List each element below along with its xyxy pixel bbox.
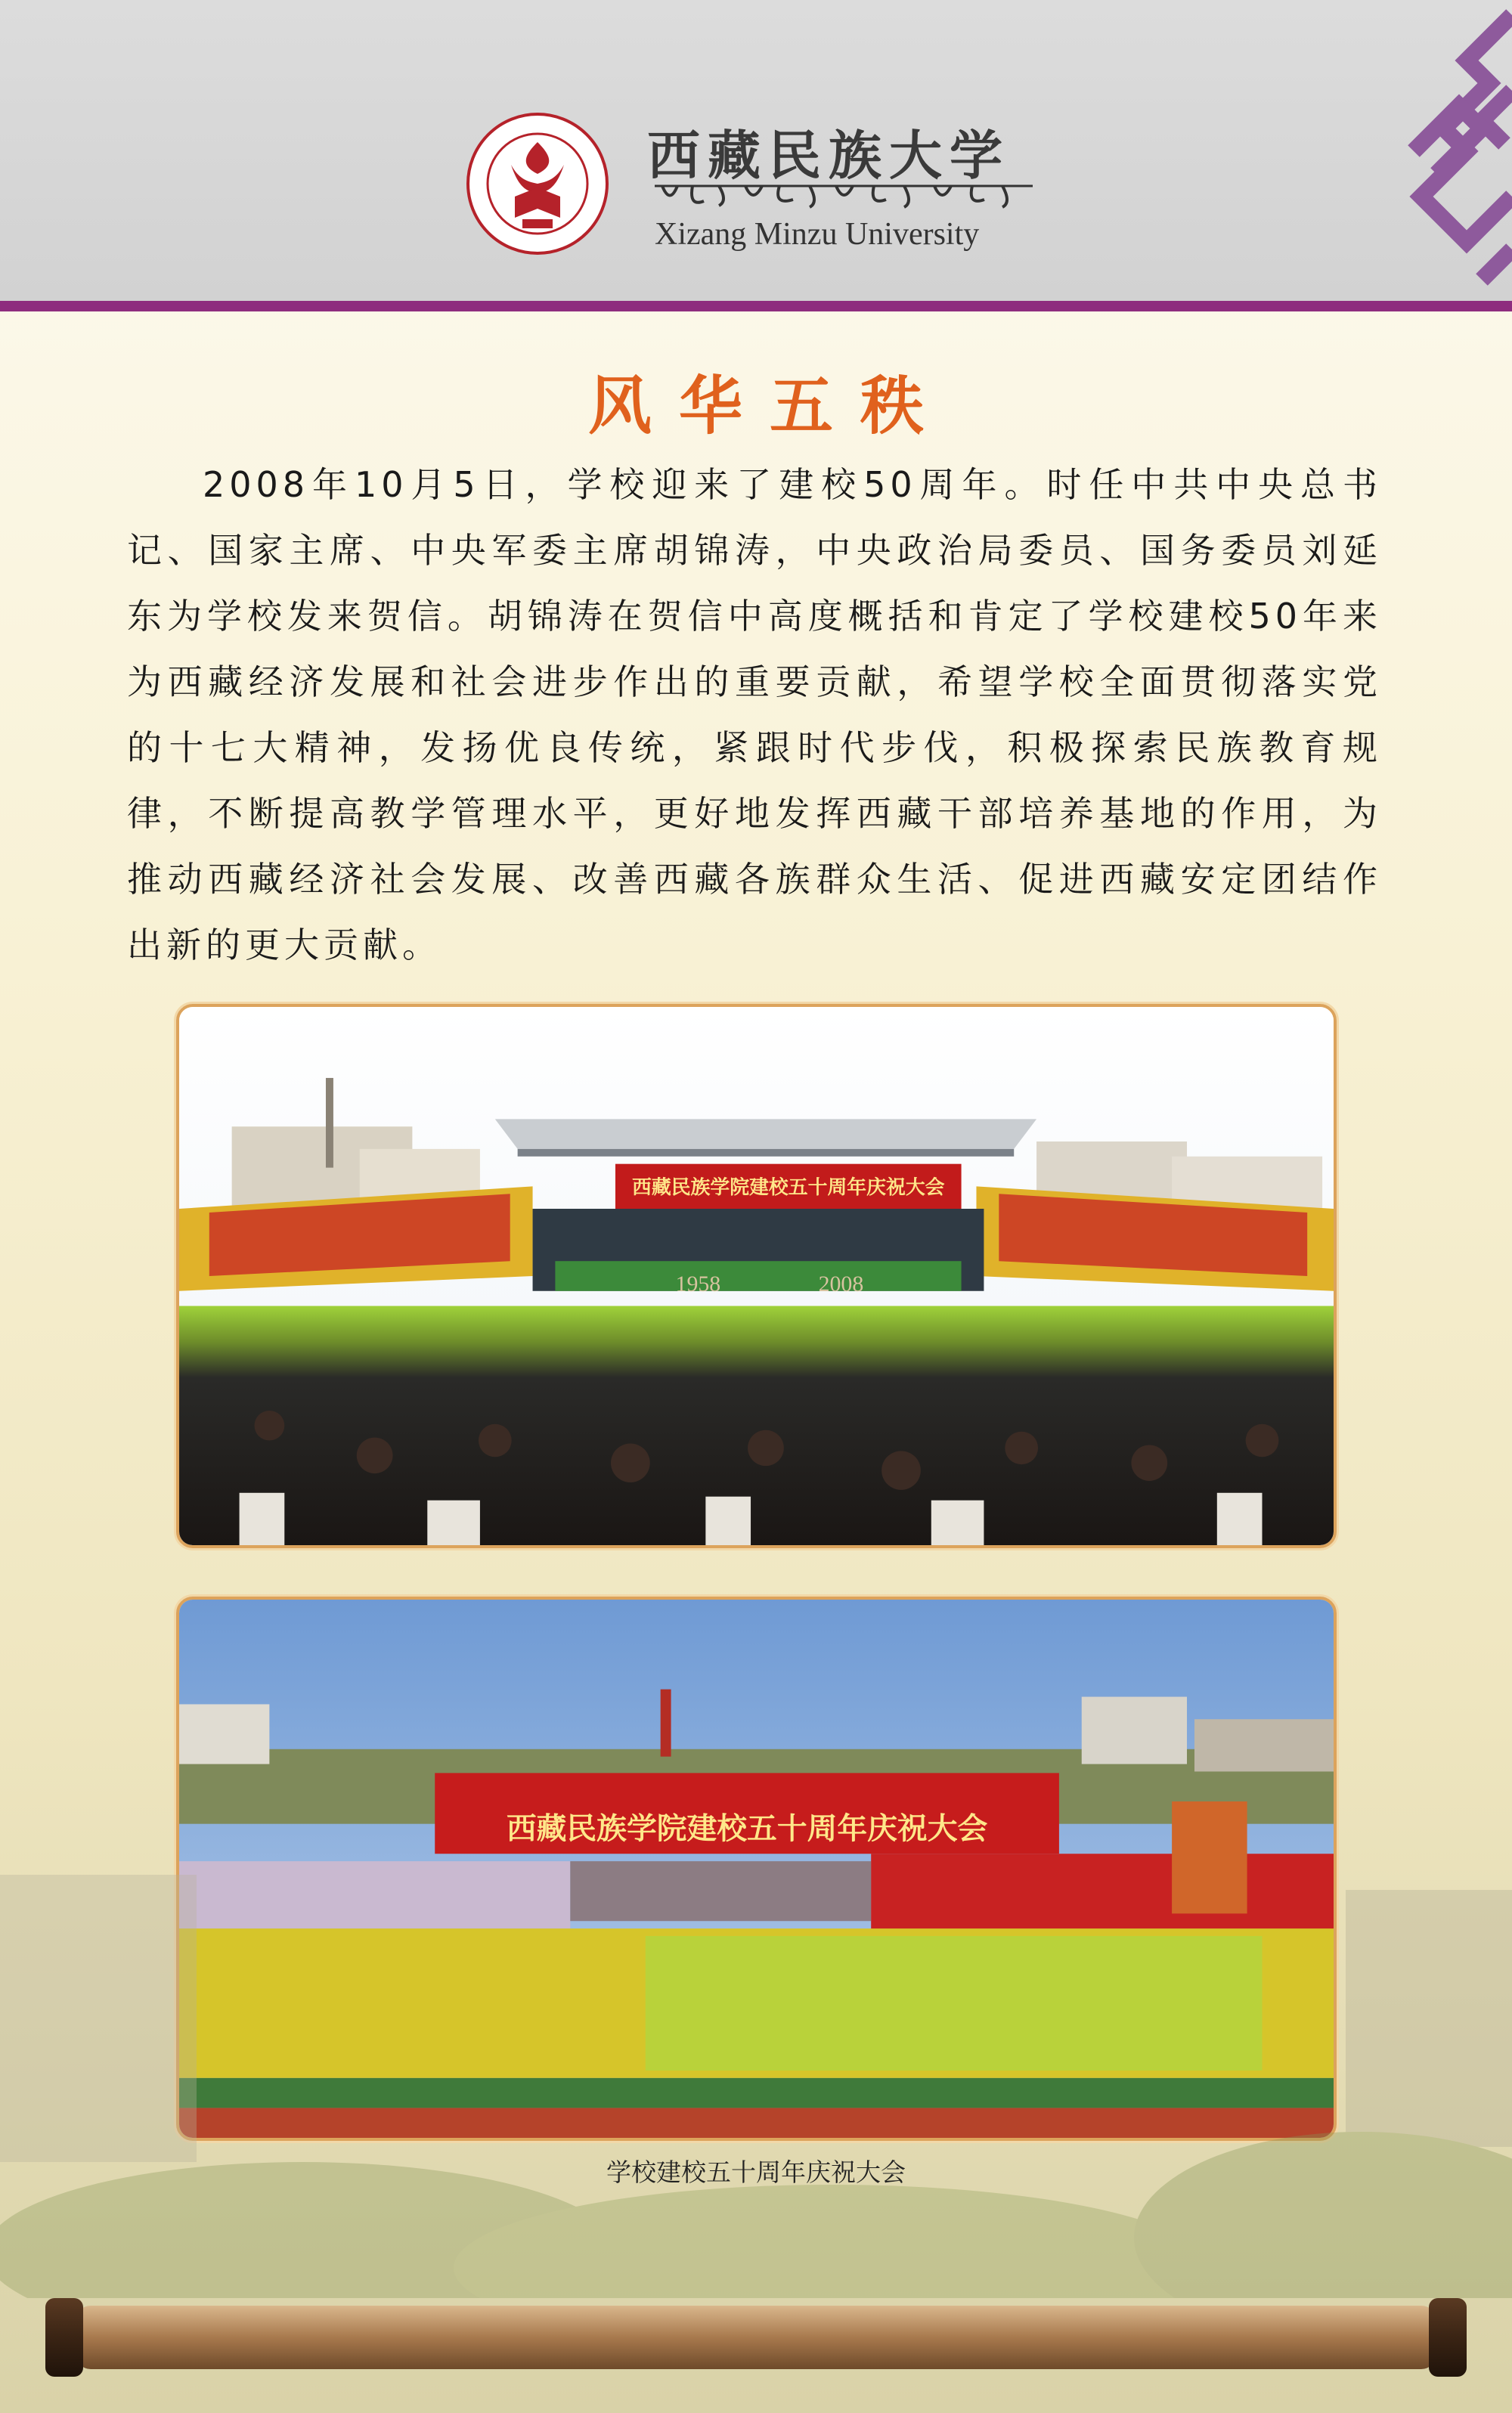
university-seal-icon	[466, 112, 609, 256]
year-right: 2008	[818, 1271, 864, 1296]
body-paragraph: 2008年10月5日，学校迎来了建校50周年。时任中共中央总书记、国家主席、中央军委主席胡锦涛，中央政治局委员、国务委员刘延东为学校发来贺信。胡锦涛在贺信中高度概括和肯定了学校建校50年来为西藏经济发展和社会进步作出的重要贡献，希望学校全面贯彻落实党的十七大精神，发扬优良传统，紧跟时代步伐，积极探索民族教育规律，不断提高教学管理水平，更好地发挥西藏干部培养基地的作用，为推动西藏经济社会发展、改善西藏各族群众生活、促进西藏安定团结作出新的更大贡献。	[127, 464, 1382, 965]
photo-caption: 学校建校五十周年庆祝大会	[606, 2157, 906, 2187]
logo-tibetan-script	[647, 178, 1040, 209]
page-title: 风华五秩	[587, 369, 951, 443]
field-banner-text: 西藏民族学院建校五十周年庆祝大会	[506, 1811, 988, 1847]
endless-knot-ornament	[1368, 0, 1512, 302]
ceremony-photo-stadium	[176, 1004, 1337, 1548]
logo-chinese-name: 西藏民族大学	[647, 124, 1010, 187]
year-left: 1958	[675, 1271, 721, 1296]
scroll-ornament	[45, 2291, 1467, 2384]
campus-background-illustration	[0, 1829, 1512, 2298]
logo-english-name: Xizang Minzu University	[655, 217, 980, 252]
stage-banner-text: 西藏民族学院建校五十周年庆祝大会	[632, 1176, 945, 1200]
header-divider	[0, 301, 1512, 311]
